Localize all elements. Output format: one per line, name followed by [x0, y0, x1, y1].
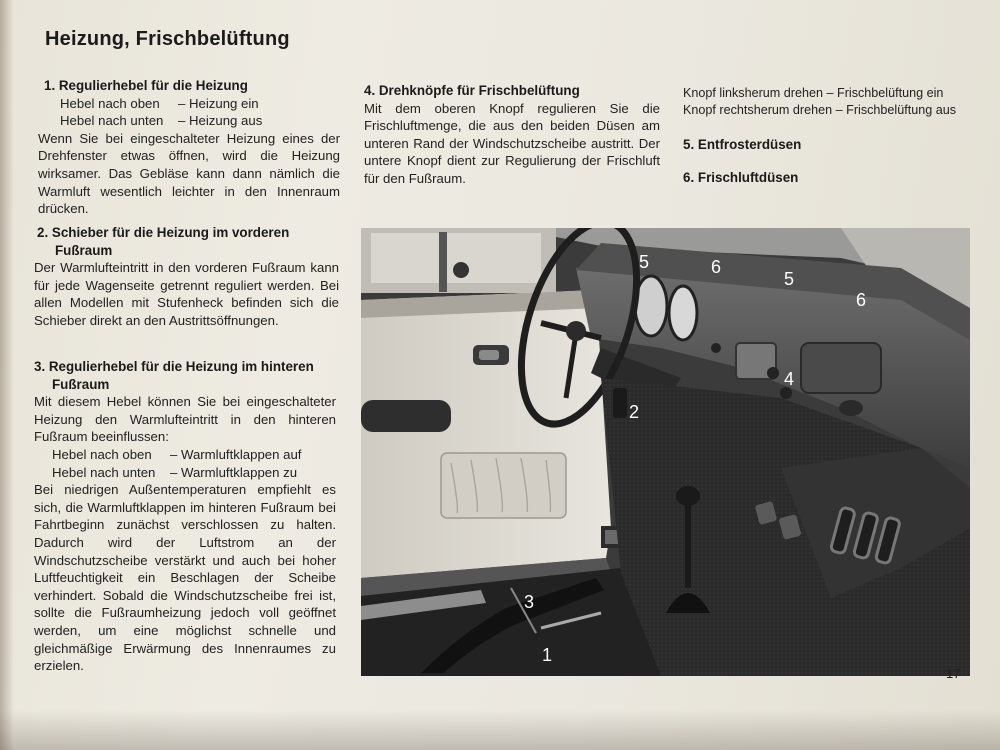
photo-callout: 6 [856, 290, 867, 310]
section-3-heading [34, 358, 336, 393]
section-2 [34, 224, 339, 330]
section-3-intro: Mit diesem Hebel können Sie bei eingeschalteter Heizung den Warmlufteintritt in den hinteren Fußraum beeinflussen: [34, 394, 336, 445]
interior-photo-drawing [361, 228, 970, 676]
row-value: – Warmluftklappen zu [170, 464, 298, 480]
page-spine-shadow [0, 0, 14, 750]
right-column [683, 85, 983, 186]
section-3-heading-line2: Fußraum [52, 376, 110, 392]
page-number: 17 [946, 666, 961, 681]
section-4-body: Mit dem oberen Knopf regulieren Sie die Frischluftmenge, die aus den beiden Düsen am unteren Rand der Windschutzscheibe austritt. Der untere Knopf dient zur Regulierung der Frischluft für den Fußraum. [364, 100, 660, 186]
row-key: Hebel nach unten [52, 464, 156, 480]
section-4-heading: 4. Drehknöpfe für Frischbelüftung [364, 83, 580, 98]
section-3-heading-line1: 3. Regulierhebel für die Heizung im hinteren [34, 359, 314, 374]
section-4 [364, 82, 660, 188]
section-3 [34, 358, 336, 675]
section-2-heading [37, 224, 339, 259]
section-1 [38, 77, 340, 218]
section-2-body: Der Warmlufteintritt in den vorderen Fußraum kann für jede Wagenseite getrennt reguliert werden. Bei allen Modellen mit Stufenheck befinden sich die Schieber direkt an den Austrittsöffnungen. [34, 260, 339, 328]
section-1-body: Wenn Sie bei eingeschalteter Heizung eines der Drehfenster etwas öffnen, wird die Heizung wirksamer. Das Gebläse kann dann nämlich die Warmluft wesentlich leichter in den Innenraum drücken. [38, 130, 340, 217]
section-1-heading: 1. Regulierhebel für die Heizung [44, 78, 248, 93]
section-2-heading-line1: 2. Schieber für die Heizung im vorderen [37, 225, 290, 240]
row-key: Hebel nach oben [52, 446, 152, 462]
row-value: – Frischbelüftung ein [826, 86, 944, 100]
row-value: – Frischbelüftung aus [835, 103, 957, 117]
row-value: – Warmluftklappen auf [170, 446, 302, 462]
interior-photo [361, 228, 970, 676]
row-value: – Heizung ein [178, 95, 259, 111]
row-key: Knopf rechtsherum drehen [683, 103, 833, 117]
page-title: Heizung, Frischbelüftung [45, 28, 290, 50]
section-2-heading-line2: Fußraum [55, 242, 113, 258]
knob-row [683, 85, 983, 102]
row-key: Knopf linksherum drehen [683, 86, 824, 100]
photo-callout: 6 [711, 257, 722, 277]
knob-row [683, 102, 983, 119]
section-1-row [42, 95, 340, 113]
section-3-row [34, 446, 336, 464]
page-bottom-shadow [0, 710, 1000, 750]
item-5-heading: 5. Entfrosterdüsen [683, 137, 802, 152]
section-3-body: Bei niedrigen Außentemperaturen empfiehlt es sich, die Warmluftklappen im hinteren Fußraum bei Fahrtbeginn zunächst verschlossen zu halten. Dadurch wird der Luftstrom an der Windschutzscheibe verstärkt und auch bei hoher Luftfeuchtigkeit ein Beschlagen der Scheibe verhindert. Sobald die Windschutzscheibe frei ist, sollte die Fußraumheizung jedoch voll geöffnet werden, um eine möglichst schnelle und gleichmäßige Erwärmung des Innenraumes zu erzielen. [34, 482, 336, 674]
section-3-row [34, 464, 336, 482]
photo-callout: 3 [524, 592, 535, 612]
item-6-heading: 6. Frischluftdüsen [683, 170, 799, 185]
row-value: – Heizung aus [178, 113, 263, 129]
photo-callout: 5 [784, 269, 795, 289]
photo-callout: 5 [639, 252, 650, 272]
row-key: Hebel nach unten [60, 113, 164, 129]
photo-callout: 4 [784, 369, 795, 389]
section-1-row [42, 112, 340, 130]
row-key: Hebel nach oben [60, 95, 160, 111]
photo-callout: 1 [542, 645, 553, 665]
photo-callout: 2 [629, 402, 640, 422]
